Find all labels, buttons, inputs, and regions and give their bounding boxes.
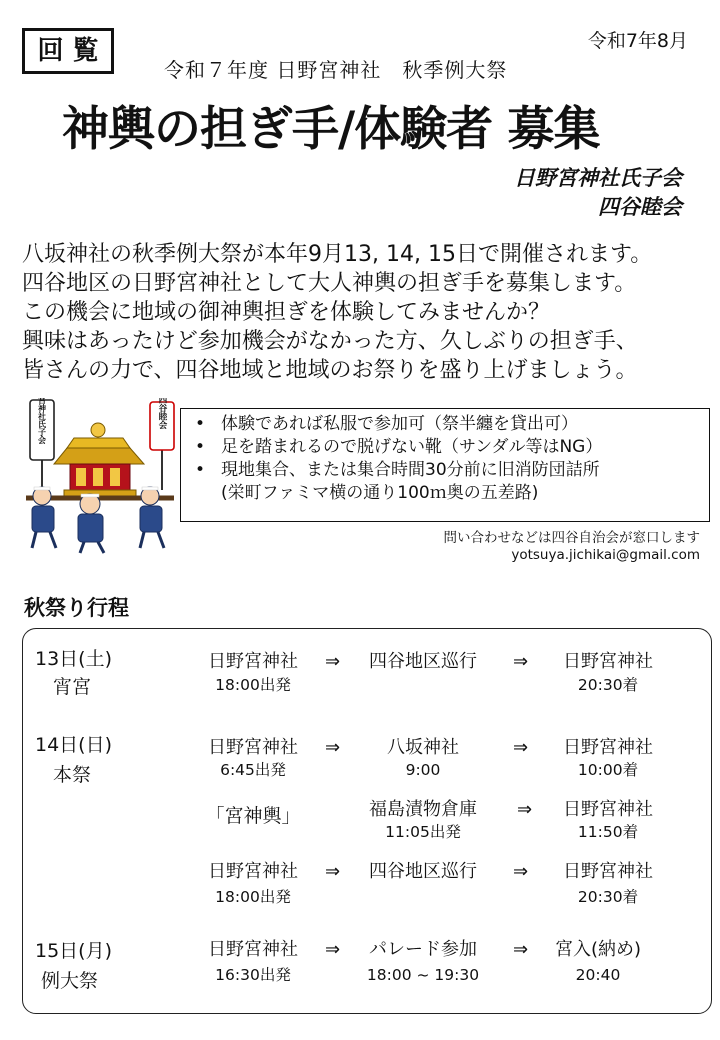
day-date: 14日(日) xyxy=(35,734,113,756)
note-item: • 現地集合、または集合時間30分前に旧消防団詰所 xyxy=(195,460,600,480)
route-from-time: 18:00出発 xyxy=(215,888,291,906)
organizer-yotsuya-club: 四谷睦会 xyxy=(598,195,682,219)
schedule-title: 秋祭り行程 xyxy=(24,596,129,620)
intro-line: この機会に地域の御神輿担ぎを体験してみませんか？ xyxy=(22,300,551,325)
mikoshi-illustration xyxy=(12,398,180,554)
intro-line: 皆さんの力で、四谷地域と地域のお祭りを盛り上げましょう。 xyxy=(22,358,638,383)
event-name: 令和７年度 日野宮神社 秋季例大祭 xyxy=(164,58,508,82)
arrow-icon: ⇒ xyxy=(513,939,529,960)
route-from-time: 18:00出発 xyxy=(215,676,291,694)
note-item: (栄町ファミマ横の通り100ｍ奥の五差路) xyxy=(221,483,539,503)
route-via: パレード参加 xyxy=(369,939,477,960)
schedule-box xyxy=(22,628,712,1014)
day-date: 13日(土) xyxy=(35,648,113,670)
issue-date: 令和7年8月 xyxy=(587,30,688,52)
intro-line: 八坂神社の秋季例大祭が本年9月13, 14, 15日で開催されます。 xyxy=(22,242,653,267)
arrow-icon: ⇒ xyxy=(513,861,529,882)
route-to-time: 11:50着 xyxy=(577,823,639,841)
circular-notice-badge xyxy=(22,28,114,74)
route-via-time: 18:00 ~ 19:30 xyxy=(366,966,480,984)
arrow-icon: ⇒ xyxy=(517,799,533,820)
route-from: 「宮神輿」 xyxy=(205,805,301,827)
contact-note: 問い合わせなどは四谷自治会が窓口します xyxy=(443,530,700,546)
route-via: 福島漬物倉庫 xyxy=(369,799,477,820)
route-to-time: 20:30着 xyxy=(577,676,639,694)
arrow-icon: ⇒ xyxy=(513,737,529,758)
bullet: • xyxy=(195,437,206,457)
day-name: 本祭 xyxy=(53,764,92,786)
circular-notice-label: 回 覧 xyxy=(37,36,99,66)
intro-paragraph xyxy=(22,240,712,385)
contact-email[interactable]: yotsuya.jichikai@gmail.com xyxy=(511,547,700,563)
route-from: 日野宮神社 xyxy=(208,939,298,960)
arrow-icon: ⇒ xyxy=(325,651,341,672)
route-from-time: 6:45出発 xyxy=(220,761,286,779)
route-to-time: 10:00着 xyxy=(577,761,639,779)
day-name: 宵宮 xyxy=(53,676,92,698)
route-from: 日野宮神社 xyxy=(208,651,298,672)
mikoshi-drawing xyxy=(12,398,180,554)
route-to-time: 20:40 xyxy=(575,966,621,984)
route-to: 宮入(納め) xyxy=(554,939,642,960)
arrow-icon: ⇒ xyxy=(513,651,529,672)
route-to-time: 20:30着 xyxy=(577,888,639,906)
note-item: • 体験であれば私服で参加可（祭半纏を貸出可） xyxy=(195,414,578,434)
intro-line: 四谷地区の日野宮神社として大人神輿の担ぎ手を募集します。 xyxy=(22,271,637,296)
organizer-shrine-association: 日野宮神社氏子会 xyxy=(514,166,682,190)
route-via: 八坂神社 xyxy=(387,737,459,758)
route-to: 日野宮神社 xyxy=(563,737,653,758)
route-from: 日野宮神社 xyxy=(208,861,298,882)
route-via-time: 9:00 xyxy=(405,761,441,779)
route-via: 四谷地区巡行 xyxy=(369,861,477,882)
day-date: 15日(月) xyxy=(35,940,113,962)
note-item: • 足を踏まれるので脱げない靴（サンダル等はNG） xyxy=(195,437,603,457)
sign-right-text: 四谷睦会 xyxy=(157,398,167,429)
intro-line: 興味はあったけど参加機会がなかった方、久しぶりの担ぎ手、 xyxy=(22,329,638,354)
participation-notes xyxy=(180,408,710,522)
route-from-time: 16:30出発 xyxy=(215,966,291,984)
route-to: 日野宮神社 xyxy=(563,651,653,672)
bullet: • xyxy=(195,414,206,434)
page-title: 神輿の担ぎ手/体験者 募集 xyxy=(62,102,600,157)
route-via-time: 11:05出発 xyxy=(385,823,461,841)
route-from: 日野宮神社 xyxy=(208,737,298,758)
route-to: 日野宮神社 xyxy=(563,861,653,882)
bullet: • xyxy=(195,460,206,480)
arrow-icon: ⇒ xyxy=(325,861,341,882)
arrow-icon: ⇒ xyxy=(325,939,341,960)
route-via: 四谷地区巡行 xyxy=(369,651,477,672)
day-name: 例大祭 xyxy=(41,970,99,992)
route-to: 日野宮神社 xyxy=(563,799,653,820)
sign-left-text: 日野宮神社氏子会 xyxy=(37,398,47,444)
arrow-icon: ⇒ xyxy=(325,737,341,758)
